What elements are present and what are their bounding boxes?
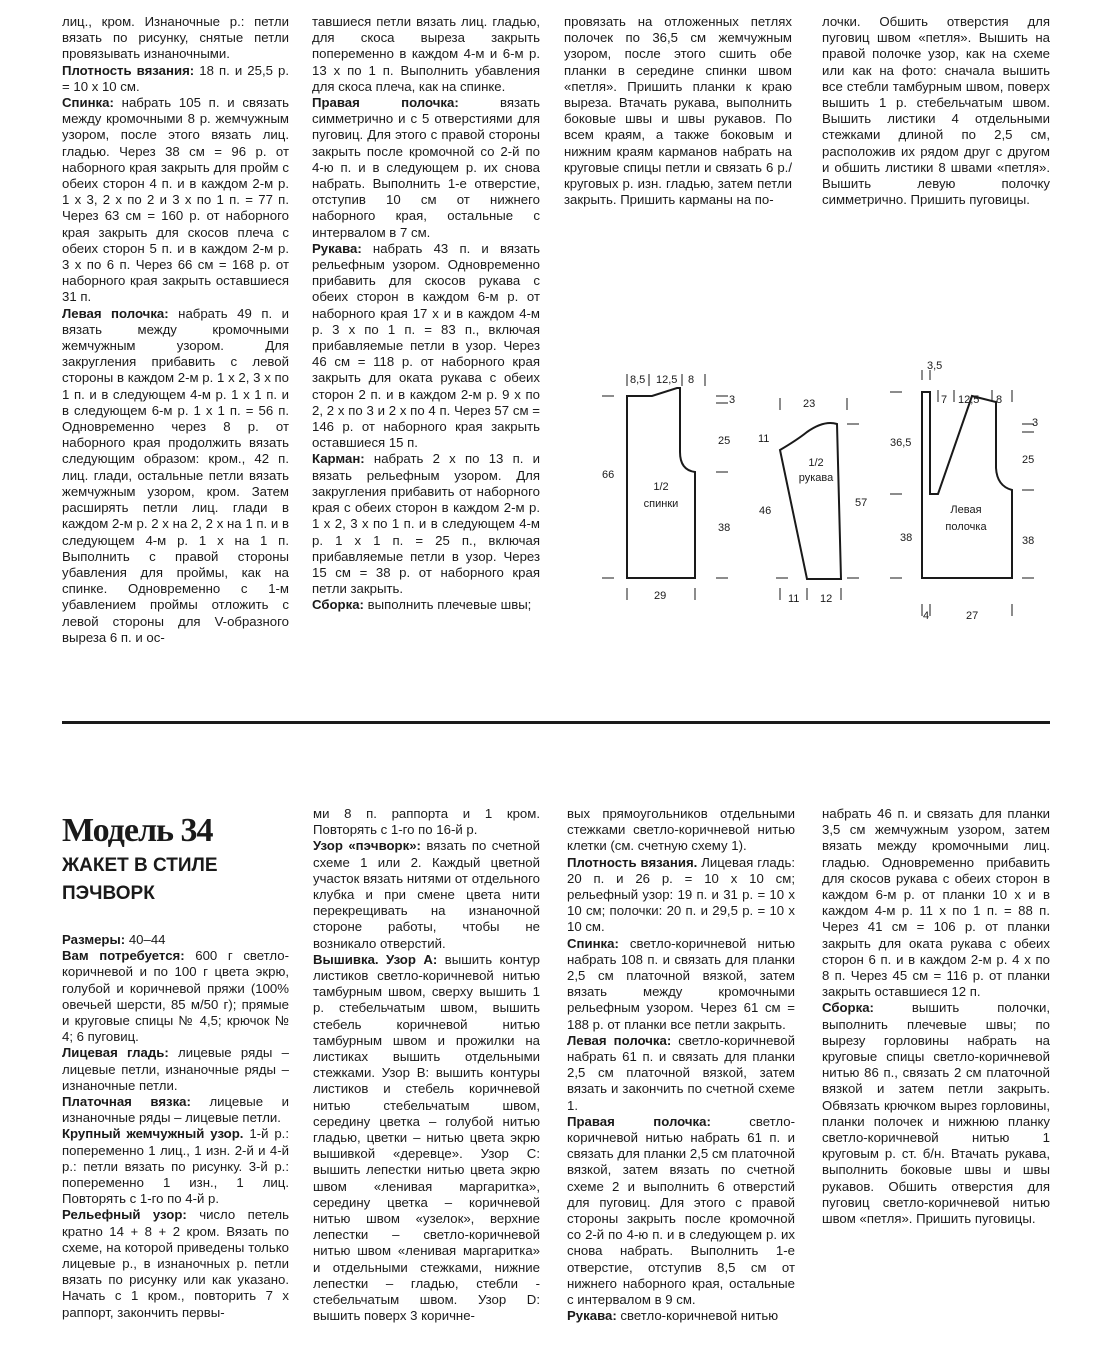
paragraph-heading: Спинка:	[567, 935, 619, 951]
paragraph-heading: Сборка:	[312, 597, 364, 613]
sleeve-label-fraction: 1/2	[808, 457, 824, 469]
paragraph-text: ми 8 п. раппорта и 1 кром. Повторять с 1-го по 16-й р.	[313, 806, 540, 838]
paragraph-heading: Вышивка. Узор А:	[313, 951, 438, 967]
text-column-top-4	[822, 14, 1050, 208]
paragraph	[313, 806, 540, 838]
paragraph-text: вязать по счетной схеме 1 или 2. Каждый цветной участок вязать нитями от отдельного клубка и при смене цвета нити перекрещивать на изнаночной стороне работы, чтобы не возникало отверстий.	[313, 838, 541, 951]
back-label-name: спинки	[643, 498, 679, 510]
paragraph-text: лицевые и изнаночные ряды – лицевые петли.	[62, 1094, 289, 1126]
back-side-length: 38	[718, 522, 731, 534]
paragraph	[62, 1126, 289, 1207]
back-height: 66	[602, 469, 615, 481]
paragraph	[564, 14, 792, 208]
paragraph-text: набрать 105 п. и связать между кромочными 8 р. жемчужным узором, после этого вязать лиц. гладью. Через 38 см = 96 р. от наборного края закрыть для пройм с обеих сторон 4 п. и в каждом 2-м р. 1 х 3, 2 х по 2 и 3 х по 1 п. = 77 п. Через 63 см = 160 р. от наборного края закрыть для скосов плеча с обеих сторон 5 п. и в каждом 2-м р. 3 х по 6 п. Через 66 см = 168 р. от наборного края закрыть оставшиеся 31 п.	[62, 95, 289, 305]
paragraph-text: вышить контур листиков светло-коричневой нитью тамбурным швом, сверху вышить 1 р. стебельчатым швом, вышить стебель коричневой нитью тамбурным швом и прожилки на листиках вышить отдельными стежками. Узор В: вышить контуры листиков и стебель коричневой нитью стебельчатым швом, середину цветка – голубой нитью гладью, цветки – нитью цвета экрю вышивкой «деревце». Узор С: вышить лепестки нитью цвета экрю швом «ленивая маргаритка», середину цветка – коричневой нитью швом «узелок», верхние лепестки – светло-коричневой нитью швом «ленивая маргаритка» и отдельными стежками, нижние лепестки – гладью, стебли - стебельчатым швом. Узор D: вышить поверх 3 коричне-	[313, 951, 541, 1324]
paragraph	[567, 1114, 795, 1308]
sleeve-total-length: 57	[855, 497, 868, 509]
section-divider	[62, 721, 1050, 724]
front-top-width-3: 8	[996, 394, 1003, 406]
model-heading	[62, 812, 292, 908]
front-label-line1: Левая	[950, 504, 982, 516]
front-top-width-1: 7	[941, 394, 948, 406]
paragraph	[62, 1207, 289, 1320]
front-shoulder-drop: 3	[1032, 417, 1039, 429]
paragraph-text: провязать на отложенных петлях полочек по 36,5 см жемчужным узором, после этого сшить обе планки в середине спинки швом «петля». Пришить планки к краю выреза. Втачать рукава, выполнить боковые швы и швы рукавов. По всем краям, а также боковым и нижним краям карманов набрать на круговые спицы петли и связать 6 р./круговых р. изн. гладью, затем петли закрыть. Пришить карманы на по-	[564, 14, 792, 208]
back-armhole-depth: 25	[718, 435, 731, 447]
paragraph-heading: Рукава:	[567, 1308, 617, 1324]
paragraph-text: светло-коричневой нитью	[616, 1308, 779, 1324]
paragraph	[312, 597, 540, 613]
paragraph-heading: Спинка:	[62, 95, 114, 111]
back-top-width-1: 8,5	[630, 374, 646, 386]
text-column-bottom-4	[822, 806, 1050, 1227]
paragraph	[312, 14, 540, 95]
sleeve-cap-left: 11	[758, 433, 770, 445]
paragraph-heading: Лицевая гладь:	[62, 1045, 169, 1061]
paragraph-text: набрать 2 х по 13 п. и вязать рельефным узором. Для закругления прибавить от наборного края с обеих сторон в каждом 2-м р. 1 х 2, 3 х по 1 п. и в следующем 4-м р. 1 х 1 п. = 25 п., включая прибавляемые петли в узор. Через 15 см = 38 р. от наборного края петли закрыть.	[312, 451, 540, 597]
front-side-left: 38	[900, 532, 913, 544]
paragraph-text: лочки. Обшить отверстия для пуговиц швом «петля». Вышить на правой полочке узор, как на схеме или как на фото: сначала вышить все стебли тамбурным швом, поверх вышить 1 р. стебельчатым швом. Вышить листики 4 отдельными стежками длиной по 2,5 см, расположив их рядом друг с другом и обшить листики 8 швами «петля». Вышить левую полочку симметрично. Пришить пуговицы.	[822, 14, 1050, 208]
paragraph	[313, 952, 540, 1325]
paragraph-text: набрать 49 п. и вязать между кромочными жемчужным узором. Для закругления прибавить с левой стороны в каждом 2-м р. 1 х 2, 3 х по 1 п. и в следующем 4-м р. 1 х 1 п. и в следующем 6-м р. 1 х 1 п. = 56 п. Одновременно через 8 р. от наборного края продолжить вязать следующим образом: кром., 42 п. лиц. глади, остальные петли вязать жемчужным узором, кром. Затем расширять петли лиц. глади в каждом 2-м р. 2 х на 2, 2 х на 1 п. и в следующем 4-м р. 1 х на 1 п. Выполнить с правой стороны убавления для проймы, как на спинке. Одновременно с 1-м убавлением проймы отложить с левой стороны для V-образного выреза 6 п. и ос-	[62, 305, 289, 645]
paragraph-heading: Плотность вязания.	[567, 854, 698, 870]
paragraph-text: вязать симметрично и с 5 отверстиями для пуговиц. Для этого с правой стороны закрыть после кромочной со 2-й по 4-ю п. и в следующем р. их снова набрать. Выполнить 1-е отверстие, отступив 10 см от нижнего наборного края, остальные с интервалом в 7 см.	[312, 95, 540, 240]
paragraph	[822, 14, 1050, 208]
back-top-width-3: 8	[688, 374, 695, 386]
text-column-top-2	[312, 14, 540, 614]
sleeve-cap-width: 23	[803, 398, 816, 410]
front-schematic	[922, 392, 1012, 578]
front-band-length: 36,5	[890, 437, 912, 449]
paragraph-text: 40–44	[125, 932, 166, 947]
paragraph	[62, 63, 289, 95]
paragraph	[62, 1045, 289, 1094]
paragraph-heading: Карман:	[312, 451, 365, 467]
paragraph	[567, 855, 795, 936]
paragraph	[312, 95, 540, 241]
sleeve-label-name: рукава	[798, 472, 834, 484]
paragraph-text: светло-коричневой нитью набрать 108 п. и связать для планки 2,5 см платочной вязкой, затем вязать между кромочными рельефным узором. Через 61 см = 188 р. от планки все петли закрыть.	[567, 935, 795, 1032]
paragraph	[62, 932, 289, 948]
front-label-line2: полочка	[945, 521, 987, 533]
paragraph	[567, 1308, 795, 1324]
text-column-top-1	[62, 14, 289, 646]
front-side-right: 38	[1022, 535, 1035, 547]
front-top-width-2: 12,5	[958, 394, 980, 406]
paragraph-text: 18 п. и 25,5 р. = 10 х 10 см.	[62, 62, 290, 94]
sleeve-bottom-2: 12	[820, 593, 833, 605]
text-column-bottom-3	[567, 806, 795, 1325]
model-title: ЖАКЕТ В СТИЛЕ ПЭЧВОРК	[62, 855, 218, 904]
sleeve-length: 46	[759, 505, 772, 517]
back-shoulder-drop: 3	[729, 394, 736, 406]
paragraph	[567, 936, 795, 1033]
paragraph-heading: Узор «пэчворк»:	[313, 838, 421, 854]
text-column-bottom-1	[62, 932, 289, 1321]
front-armhole-depth: 25	[1022, 454, 1035, 466]
sleeve-bottom-1: 11	[788, 593, 800, 605]
back-top-width-2: 12,5	[656, 374, 678, 386]
paragraph-heading: Рукава:	[312, 240, 362, 256]
paragraph	[567, 1033, 795, 1114]
paragraph-text: набрать 46 п. и связать для планки 3,5 см жемчужным узором, затем вязать между кромочными лиц. гладью. Одновременно прибавить для скосов рукава с обеих сторон в каждом 6-м р. от планки 10 х и в каждом 4-м р. 11 х по 1 п. = 88 п. Через 41 см = 106 р. от планки закрыть для оката рукава с обеих сторон 6 п. и в каждом 2-м р. 4 х по 8 п. Через 45 см = 116 р. от планки закрыть оставшиеся 12 п.	[822, 806, 1050, 1000]
paragraph-text: лицевые ряды – лицевые петли, изнаночные ряды – изнаночные петли.	[62, 1045, 289, 1093]
paragraph-text: вых прямоугольников отдельными стежками светло-коричневой нитью клетки (см. счетную схему 1).	[567, 806, 795, 854]
paragraph	[822, 1000, 1050, 1227]
paragraph	[312, 241, 540, 452]
paragraph	[62, 948, 289, 1045]
paragraph-text: лиц., кром. Изнаночные р.: петли вязать по рисунку, снятые петли провязывать изнаночными.	[62, 14, 289, 62]
front-bottom-1: 4	[923, 610, 930, 622]
paragraph	[62, 306, 289, 646]
paragraph-text: 600 г светло-коричневой и по 100 г цвета экрю, голубой и коричневой пряжи (100% овечьей шерсти, 85 м/50 г); прямые и круговые спицы № 4,5; крючок № 4; 6 пуговиц.	[62, 948, 289, 1045]
paragraph	[62, 1094, 289, 1126]
back-label-fraction: 1/2	[653, 481, 669, 493]
paragraph-text: число петель кратно 14 + 8 + 2 кром. Вязать по схеме, на которой приведены только лицевые р., в изнаночных р. петли вязать по рисунку или как указано. Начать с 1 кром., повторить 7 х раппорт, закончить первы-	[62, 1207, 290, 1320]
paragraph-heading: Левая полочка:	[567, 1032, 672, 1048]
front-bottom-2: 27	[966, 610, 979, 622]
paragraph-heading: Крупный жемчужный узор.	[62, 1126, 244, 1142]
paragraph	[62, 95, 289, 306]
paragraph-heading: Размеры:	[62, 932, 126, 947]
back-bottom-width: 29	[654, 590, 667, 602]
paragraph-heading: Вам потребуется:	[62, 948, 185, 964]
front-tab-width: 3,5	[927, 360, 943, 372]
paragraph-heading: Левая полочка:	[62, 305, 169, 321]
model-number: Модель 34	[62, 812, 213, 849]
paragraph	[822, 806, 1050, 1000]
paragraph-text: набрать 43 п. и вязать рельефным узором. Одновременно прибавить для скосов рукава с обеих сторон в каждом 6-м р. от наборного края 17 х и в каждом 4-м р. 3 х по 1 п. = 83 п., включая прибавляемые петли в узор. Через 46 см = 118 р. от наборного края закрыть для оката рукава с обеих сторон 2 п. и в каждом 2-м р. 9 х по 2, 2 х по 3 и 2 х по 4 п. Через 57 см = 146 р. от наборного края закрыть оставшиеся 15 п.	[312, 240, 540, 451]
paragraph-text: 1-й р.: попеременно 1 лиц., 1 изн. 2-й и 4-й р.: петли вязать по рисунку. 3-й р.: попеременно 1 изн., 1 лиц. Повторять с 1-го по 4-й р.	[62, 1126, 289, 1207]
paragraph-text: Лицевая гладь: 20 п. и 26 р. = 10 х 10 см; рельефный узор: 19 п. и 31 р. = 10 х 10 см; полочки: 20 п. и 29,5 р. = 10 х 10 см.	[567, 854, 795, 935]
paragraph-text: светло-коричневой нитью набрать 61 п. и связать для планки 2,5 см платочной вязкой, затем вязать по счетной схеме 2 и выполнить 6 отверстий для пуговиц. Для этого с правой стороны закрыть после кромочной со 2-й по 4-ю п. и в следующем р. их снова набрать. Выполнить 1-е отверстие, отступив 8,5 см от нижнего наборного края, остальные с интервалом в 9 см.	[567, 1113, 795, 1308]
text-column-top-3	[564, 14, 792, 208]
paragraph-text: выполнить плечевые швы;	[363, 597, 532, 613]
paragraph-heading: Правая полочка:	[567, 1113, 711, 1129]
paragraph-text: тавшиеся петли вязать лиц. гладью, для скоса выреза закрыть попеременно в каждом 4-м и 6-м р. 13 х по 1 п. Выполнить убавления для скоса плеча, как на спинке.	[312, 14, 540, 94]
paragraph-heading: Плотность вязания:	[62, 62, 195, 78]
paragraph-text: вышить полочки, выполнить плечевые швы; по вырезу горловины набрать на круговые спицы светло-коричневой нитью 86 п., связать 2 см платочной вязкой и затем петли закрыть. Обвязать крючком вырез горловины, планки полочек и нижнюю планку светло-коричневой нитью 1 круговым р. ст. б/н. Втачать рукава, выполнить боковые швы и швы рукавов. Обшить отверстия для пуговиц светло-коричневой нитью швом «петля». Пришить пуговицы.	[822, 1000, 1050, 1227]
text-column-bottom-2	[313, 806, 540, 1325]
paragraph	[567, 806, 795, 855]
paragraph-heading: Рельефный узор:	[62, 1207, 187, 1223]
paragraph-heading: Платочная вязка:	[62, 1094, 191, 1110]
sleeve-schematic	[780, 423, 841, 579]
paragraph-heading: Сборка:	[822, 1000, 874, 1016]
paragraph-text: светло-коричневой набрать 61 п. и связать для планки 2,5 см платочной вязкой, затем вязать и закончить по счетной схеме 1.	[567, 1032, 795, 1113]
paragraph	[313, 838, 540, 951]
paragraph	[312, 451, 540, 597]
paragraph-heading: Правая полочка:	[312, 95, 459, 111]
pattern-schematic	[592, 360, 1062, 630]
paragraph	[62, 14, 289, 63]
